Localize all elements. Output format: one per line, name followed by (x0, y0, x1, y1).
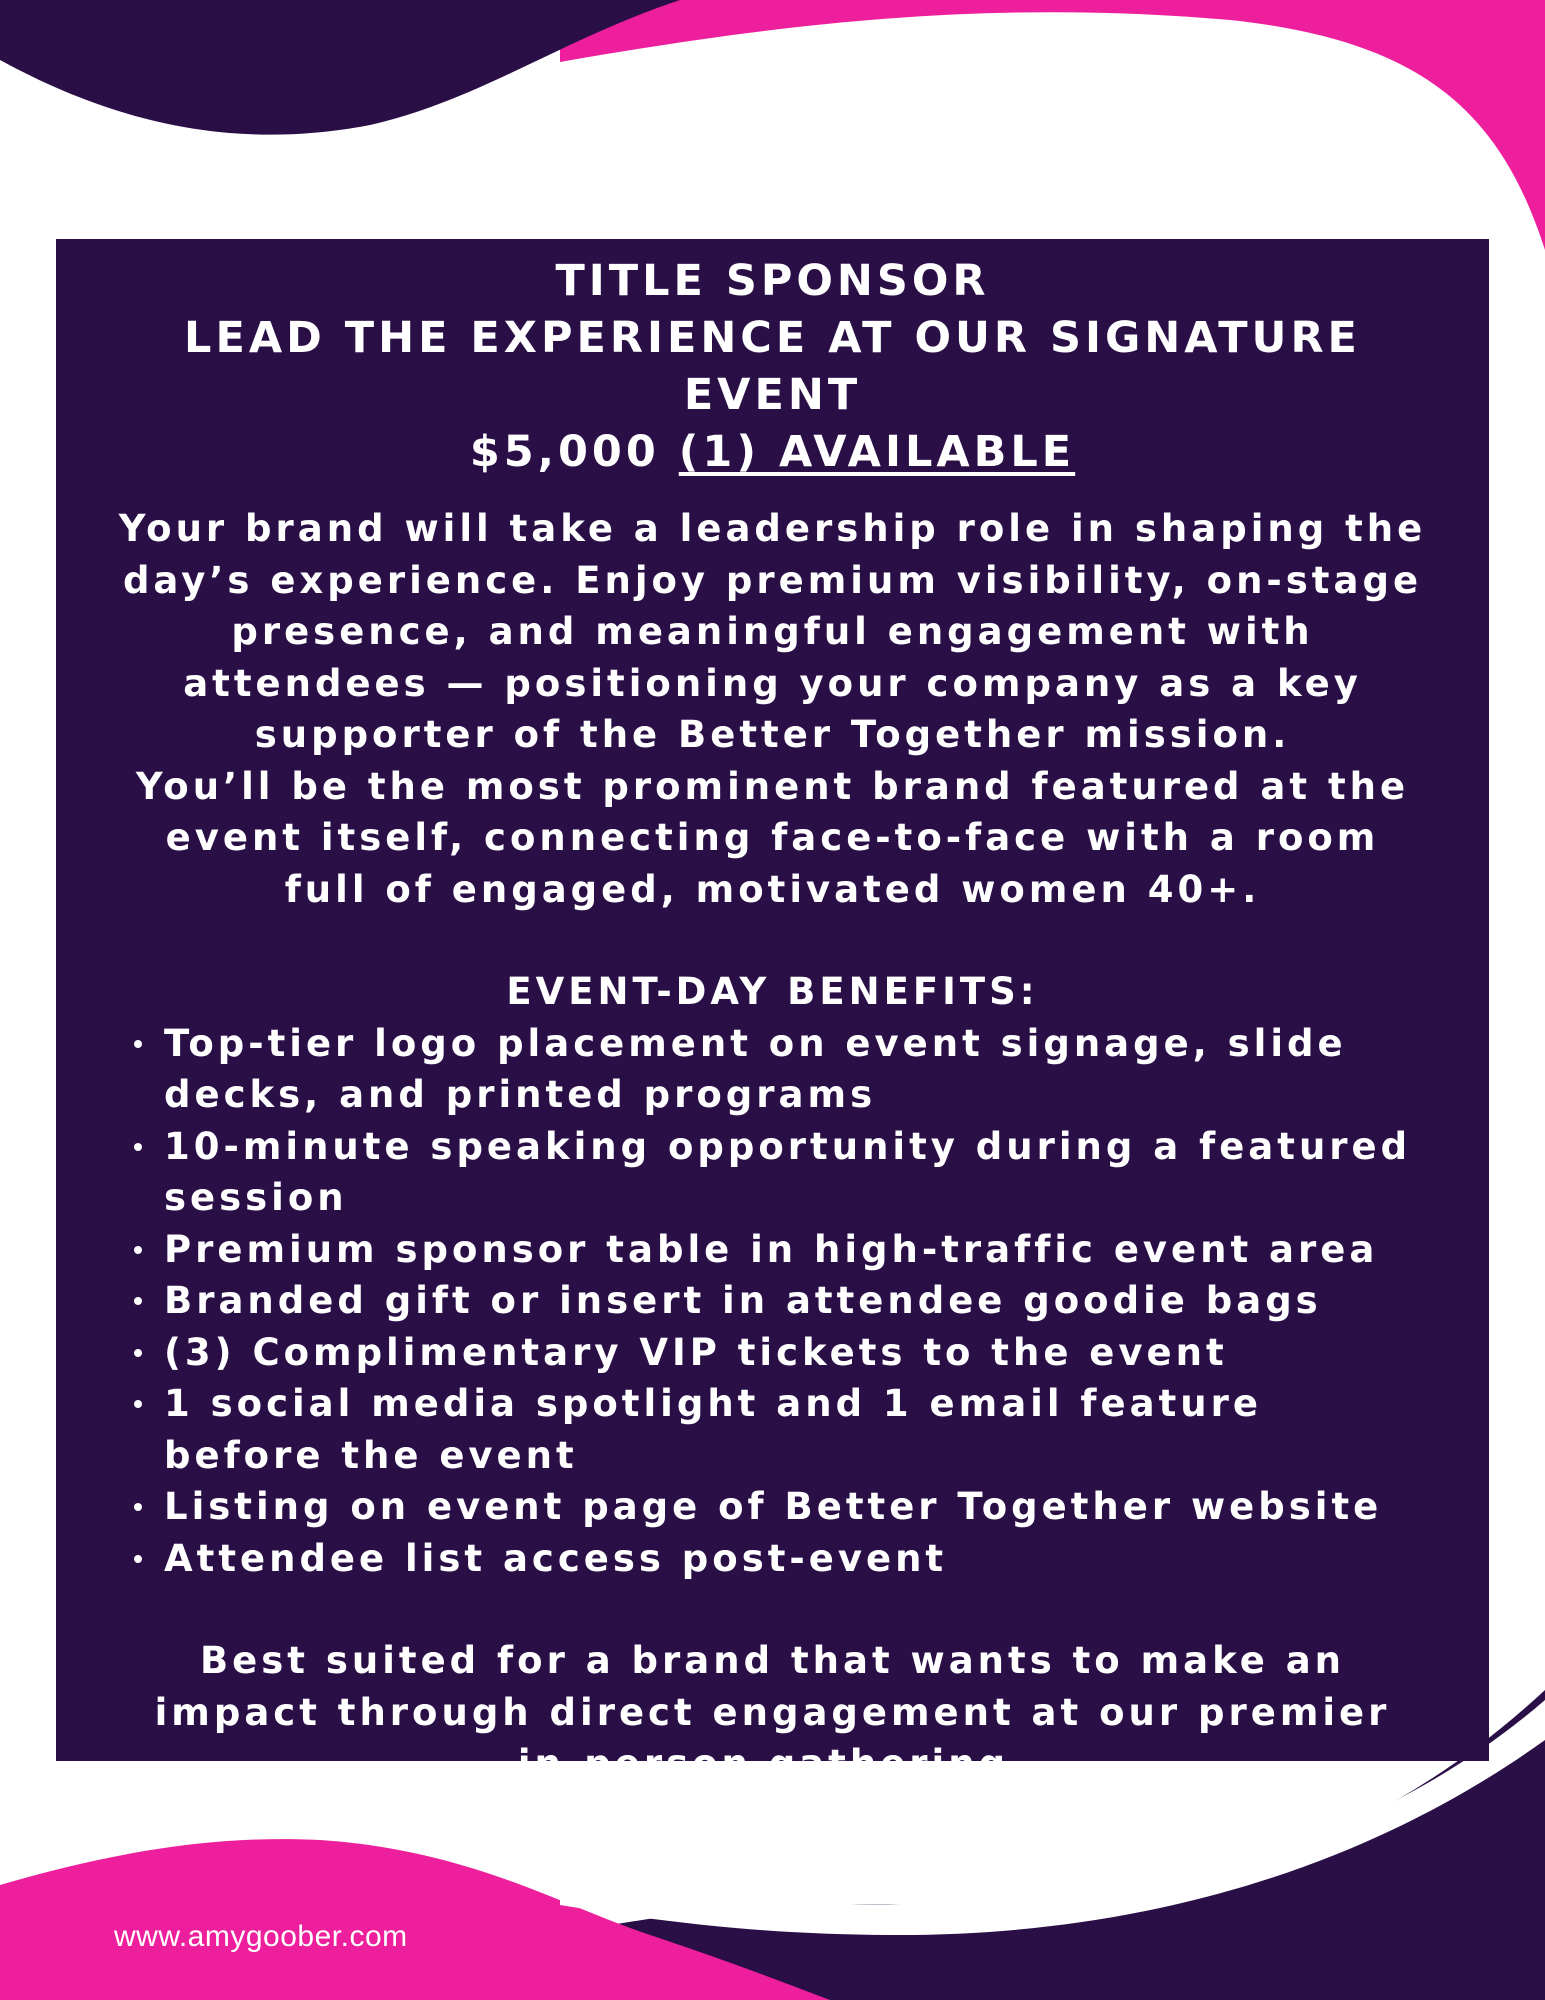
top-pink-wave (560, 0, 1545, 250)
price-line (116, 424, 1429, 481)
sponsor-tagline: LEAD THE EXPERIENCE AT OUR SIGNATURE EVENT (184, 313, 1361, 420)
list-item: (3) Complimentary VIP tickets to the event (164, 1327, 1429, 1379)
sponsor-heading (116, 253, 1429, 481)
price: $5,000 (469, 427, 660, 477)
intro-paragraph-2: You’ll be the most prominent brand featured at the event itself, connecting face-to-face with a room full of engaged, motivated women 40+. (135, 764, 1410, 911)
intro-paragraph-1: Your brand will take a leadership role in shaping the day’s experience. Enjoy premium visibility, on-stage presence, and meaningful engagement with attendees — positioning your company as a key supporter of the Better Together mission. (118, 507, 1427, 756)
top-purple-wave (0, 0, 680, 135)
list-item: Top-tier logo placement on event signage, slide decks, and printed programs (164, 1018, 1429, 1121)
list-item: 1 social media spotlight and 1 email feature before the event (164, 1378, 1429, 1481)
closing-text: Best suited for a brand that wants to make an impact through direct engagement at our premier in-person gathering. (154, 1639, 1391, 1785)
list-item: 10-minute speaking opportunity during a featured session (164, 1121, 1429, 1224)
benefits-title: EVENT-DAY BENEFITS: (506, 970, 1039, 1013)
list-item: Attendee list access post-event (164, 1533, 1429, 1585)
benefits-list (116, 1018, 1429, 1585)
availability: (1) AVAILABLE (678, 427, 1076, 477)
sponsor-panel (56, 239, 1489, 1785)
list-item: Premium sponsor table in high-traffic event area (164, 1224, 1429, 1276)
intro-text (116, 503, 1429, 915)
list-item: Listing on event page of Better Together website (164, 1481, 1429, 1533)
sponsor-tier-title: TITLE SPONSOR (555, 256, 990, 306)
website-url: www.amygoober.com (114, 1920, 408, 1953)
list-item: Branded gift or insert in attendee goodie bags (164, 1275, 1429, 1327)
